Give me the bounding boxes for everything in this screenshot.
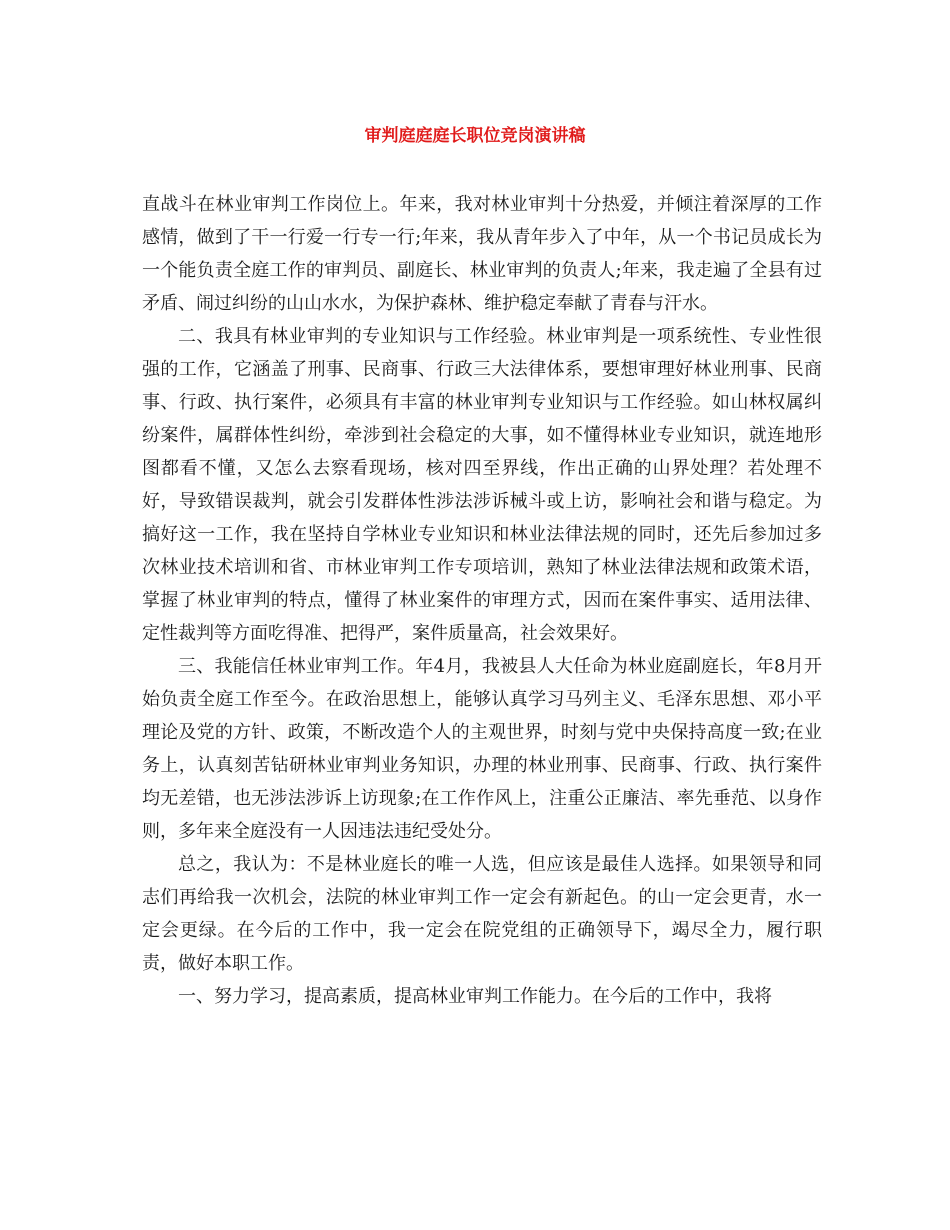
- paragraph: 直战斗在林业审判工作岗位上。年来，我对林业审判十分热爱，并倾注着深厚的工作感情，做到了干一行爱一行专一行;年来，我从青年步入了中年，从一个书记员成长为一个能负责全庭工作的审判员、副庭长、林业审判的负责人;年来，我走遍了全县有过矛盾、闹过纠纷的山山水水，为保护森林、维护稳定奉献了青春与汗水。: [142, 194, 822, 314]
- paragraph: 三、我能信任林业审判工作。年4月，我被县人大任命为林业庭副庭长，年8月开始负责全庭工作至今。在政治思想上，能够认真学习马列主义、毛泽东思想、邓小平理论及党的方针、政策，不断改造个人的主观世界，时刻与党中央保持高度一致;在业务上，认真刻苦钻研林业审判业务知识，办理的林业刑事、民商事、行政、执行案件均无差错，也无涉法涉诉上访现象;在工作作风上，注重公正廉洁、率先垂范、以身作则，多年来全庭没有一人因违法违纪受处分。: [142, 656, 822, 842]
- paragraph: 二、我具有林业审判的专业知识与工作经验。林业审判是一项系统性、专业性很强的工作，它涵盖了刑事、民商事、行政三大法律体系，要想审理好林业刑事、民商事、行政、执行案件，必须具有丰富的林业审判专业知识与工作经验。如山林权属纠纷案件，属群体性纠纷，牵涉到社会稳定的大事，如不懂得林业专业知识，就连地形图都看不懂，又怎么去察看现场，核对四至界线，作出正确的山界处理？若处理不好，导致错误裁判，就会引发群体性涉法涉诉械斗或上访，影响社会和谐与稳定。为搞好这一工作，我在坚持自学林业专业知识和林业法律法规的同时，还先后参加过多次林业技术培训和省、市林业审判工作专项培训，熟知了林业法律法规和政策术语，掌握了林业审判的特点，懂得了林业案件的审理方式，因而在案件事实、适用法律、定性裁判等方面吃得准、把得严，案件质量高，社会效果好。: [142, 326, 822, 644]
- document-body: [142, 188, 822, 1013]
- paragraph: 总之，我认为：不是林业庭长的唯一人选，但应该是最佳人选择。如果领导和同志们再给我一次机会，法院的林业审判工作一定会有新起色。的山一定会更青，水一定会更绿。在今后的工作中，我一定会在院党组的正确领导下，竭尽全力，履行职责，做好本职工作。: [142, 854, 822, 974]
- paragraph: 一、努力学习，提高素质，提高林业审判工作能力。在今后的工作中，我将: [178, 986, 772, 1007]
- document-title: 审判庭庭庭长职位竞岗演讲稿: [364, 126, 586, 146]
